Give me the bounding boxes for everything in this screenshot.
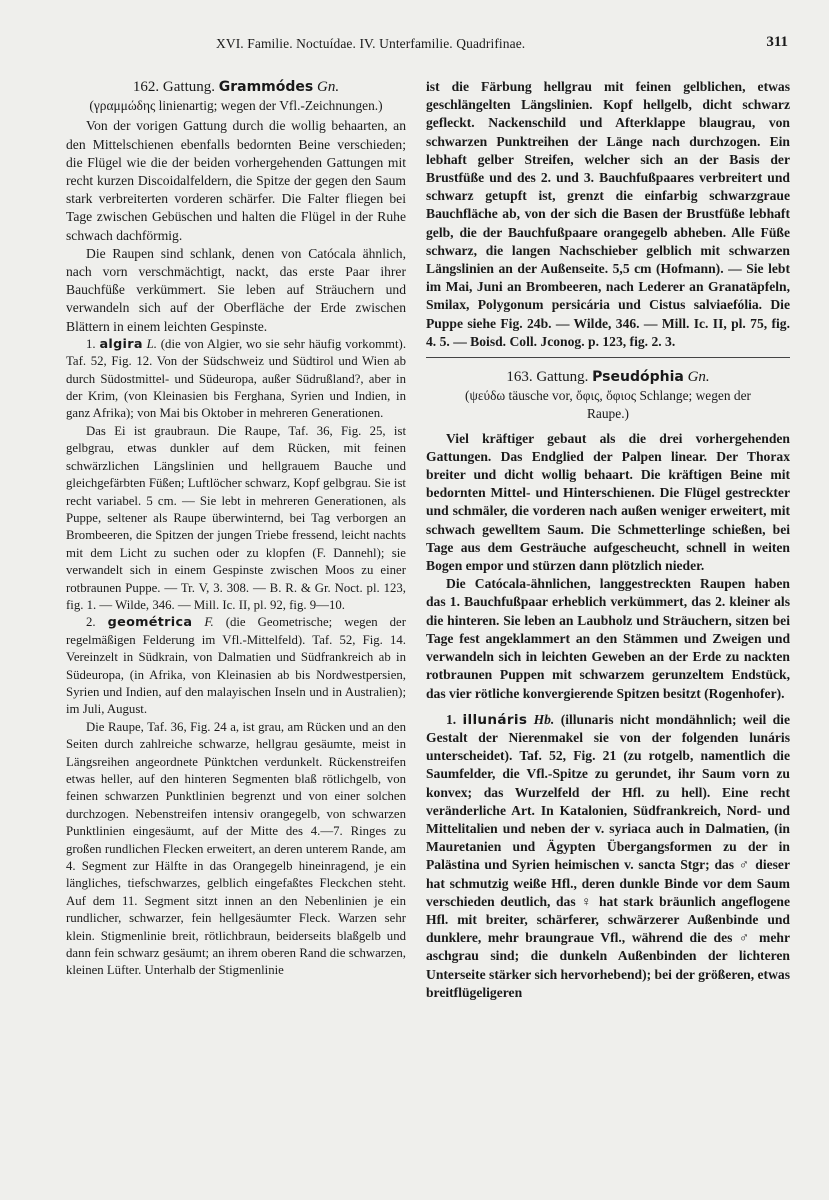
running-head [0,36,829,58]
species-text: (die Geometrische; wegen der regelmäßigen Felderung im Vfl.-Mittelfeld). Taf. 52, Fig. 14. Vereinzelt in Südkrain, von Dalmatien und Südfrankreich ab in Südeuropa, (in Afrika, von Kleinasien ab bis Nordwestpersien, Syrien und Indien, auf den malayischen Inseln und in Australien); im Juli, August. [66,615,406,717]
species-author: Hb. [533,711,555,727]
species-text: (die von Algier, wo sie sehr häufig vorkommt). Taf. 52, Fig. 12. Von der Südschweiz und Südtirol und Wien ab durch Südostmittel- und Südeuropa, außer Südrußland?, aber in der Krim, (von Kleinasien bis Ferghana, Syrien und Indien, in ganz Afrika); von Mai bis Oktober in mehreren Generationen. [66,336,407,421]
genus-heading-pseudophia [426,368,790,386]
continued-text: ist die Färbung hellgrau mit feinen gelblichen, etwas geschlängelten Längslinien. Kopf hellgelb, dicht schwarz gefleckt. Nackenschild und Afterklappe blaugrau, von schwarzen Punktreihen der Länge nach durchzogen. Ein lebhaft gelber Streifen, welcher sich an der Basis der Brustfüße und des 2. und 3. Bauchfußpaares verbreitert und schwarz getupft ist, grenzt die einfarbig schwarzgraue Bauchfläche ab, von der sich die Basen der Brustfüße lebhaft gelb, die der Bauchfußpaare orangegelb abheben. Alle Füße schwarz, die langen Nachschieber gelblich mit schwarzen Längslinien an der Außenseite. 5,5 cm (Hofmann). — Sie lebt im Mai, Juni an Brombeeren, nach Lederer an Granatäpfeln, Smilax, Polygonum persicária und Cistus salviaefólia. Die Puppe siehe Fig. 24b. — Wilde, 346. — Mill. Ic. II, pl. 75, fig. 4. 5. — Boisd. Coll. Jconog. p. 123, fig. 2. 3. [426,79,790,349]
species-name: illunáris [462,711,528,728]
species-number: 1. [86,336,96,351]
genus-heading-prefix: 162. Gattung. [132,79,215,95]
page-number: 311 [766,34,788,50]
genus-description: Viel kräftiger gebaut als die drei vorhergehenden Gattungen. Das Endglied der Palpen linear. Der Thorax breiter und dicht wollig behaart. Die kräftigen Beine mit bedornten Mittel- und Hinterschienen. Die Flügel gestreckter und schmäler, die vorderen nach außen weniger erweitert, mit schwach gewelltem Saum. Die Schmetterlinge schießen, bei Tage aus dem Gesträuche aufgescheucht, schnell in weiten Bogen empor und stürzen dann plötzlich nieder. [426,430,790,574]
genus-author: Gn. [316,79,340,95]
larva-description: Die Catócala-ähnlichen, langgestreckten Raupen haben das 1. Bauchfußpaar erheblich verkümmert, das 2. kleiner als die hinteren. Sie leben an Laubholz und Sträuchern, sitzen bei Tage fest angeklammert an den Stämmen und Zweigen und verwandeln sich in leichten Geweben an der Erde zu nackten rotbraunen Puppen mit schwarzem gerunzeltem Endstück, das vier rötliche konvergierende Spitzen besitzt (Rogenhofer). [426,576,790,701]
right-column [426,78,790,1002]
species-larva-text: Das Ei ist graubraun. Die Raupe, Taf. 36, Fig. 25, ist gelbgrau, etwas dunkler auf dem Rücken, mit feinen schwärzlichen Längslinien und hellgrauem Bauche und gleichgefärbten Füßen; Luftlöcher schwarz, Kopf gelbgrau. Sie ist recht variabel. 5 cm. — Sie lebt in mehreren Generationen, als Puppe, seltener als Raupe überwinternd, bei Tag verborgen an Brombeeren, die Spitzen der jungen Triebe fressend, leicht nachts mit dem Licht zu suchen oder zu klopfen (F. Dannehl); sie verwandelt sich in einem Gespinste zwischen Moos zu einer rotbraunen Puppe. — Tr. V, 3. 308. — B. R. & Gr. Noct. pl. 123, fig. 1. — Wilde, 346. — Mill. Ic. II, pl. 92, fig. 9—10. [66,423,406,612]
section-divider [426,357,790,358]
running-head-title: XVI. Familie. Noctuídae. IV. Unterfamilie. Quadrifinae. [216,36,526,51]
species-name: geométrica [107,615,193,631]
species-number: 2. [86,615,96,630]
larva-description: Die Raupen sind schlank, denen von Catócala ähnlich, nach vorn verschmächtigt, nackt, das erste Paar ihrer Bauchfüße verkümmert. Sie leben auf Sträuchern und verwandeln sich auf der Oberfläche der Erde zwischen Blättern in einem leichten Gespinste. [66,245,406,334]
species-author: F. [204,615,214,630]
species-entry-illunaris [426,711,790,1002]
left-column [66,78,406,980]
genus-description: Von der vorigen Gattung durch die wollig behaarten, an den Mittelschienen ebenfalls bedornten Beine verschieden; die Flügel wie die der beiden vorhergehenden Gattungen mit recht kurzen Discoidalfeldern, die Spitze der gegen den Saum stark verbreiterten vorderen schärfer. Die Falter fliegen bei Tage zwischen Gebüschen und halten die Flügel in der Ruhe schwach dachförmig. [66,118,406,243]
genus-etymology: (γραμμώδης linienartig; wegen der Vfl.-Zeichnungen.) [89,98,383,114]
species-larva-text: Die Raupe, Taf. 36, Fig. 24 a, ist grau, am Rücken und an den Seiten durch zahlreiche schwarze, hellgrau gesäumte, meist in Längsreihen angeordnete Pünktchen verdunkelt. Rückenstreifen etwas heller, auf den hinteren Segmenten blaß rötlichgelb, von feinen schwarzen Punktlinien begrenzt und von einer solchen durchzogen. Nebenstreifen intensiv orangegelb, von schwarzen Punktlinien eingesäumt, auf der Mitte des 4.—7. Ringes zu großen rundlichen Flecken erweitert, an deren unterem Rande, am 4. Segment zur Hälfte in das Orangegelb hineinragend, je ein längliches, tiefschwarzes, gelblich eingefaßtes Fleckchen steht. Auf dem 11. Segment sitzt innen an den Nebenlinien je ein rundlicher, schwarzer, fein hellgesäumter Fleck. Warzen sehr klein. Stigmenlinie breit, rötlichbraun, beiderseits blaßgelb und dann fein schwarz gesäumt; an ihrem oberen Rand die schwarzen, kleinen Lüfter. Unterhalb der Stigmenlinie [66,719,406,978]
species-entry-algira [66,336,406,615]
species-number: 1. [446,711,457,727]
species-entry-geometrica [66,614,406,980]
genus-etymology: (ψεύδω täusche vor, ὄφις, ὄφιος Schlange; wegen der Raupe.) [464,388,751,422]
species-author: L. [146,336,157,351]
species-text: (illunaris nicht mondähnlich; weil die Gestalt der Nierenmakel sie von der folgenden lunáris unterscheidet). Taf. 52, Fig. 21 (zu rotgelb, namentlich die Saumfelder, die Vfl.-Spitze zu gerundet, ihr Saum vorn zu konvex; das Wurzelfeld der Hfl. zu hell). Eine recht veränderliche Art. In Katalonien, Südfrankreich, Nord- und Mittelitalien und neben der v. syriaca auch in Dalmatien, (in Mauretanien und Ägypten Übergangsformen zu der in Palästina und Syrien heimischen v. sancta Stgr; das ♂ dieser hat schmutzig weiße Hfl., deren dunkle Binde vor dem Saum verschieden deutlich, das ♀ hat stark bräunlich angeflogene Hfl. mit breiter, schärferer, schwärzerer Außenbinde und dunklere, mehr braungraue Vfl., während die des ♂ mehr aschgrau sind; die dunkeln Außenbinden der lichteren Unterseite stärker sich hervorhebend); bei der größeren, etwas breitflügeligeren [426,711,790,1000]
genus-heading-grammodes [66,78,406,96]
species-name: algira [99,336,143,352]
genus-heading-prefix: 163. Gattung. [506,369,589,386]
genus-name: Grammódes [218,79,314,95]
genus-name: Pseudóphia [592,369,684,386]
genus-author: Gn. [687,369,710,386]
